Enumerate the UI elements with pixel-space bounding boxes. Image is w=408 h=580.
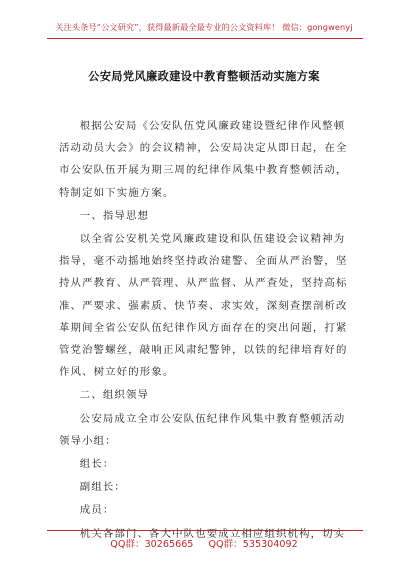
deputy-leader-line: 副组长：	[79, 481, 126, 494]
members-line: 成员：	[79, 504, 115, 517]
guiding-ideology-paragraph: 以全省公安机关党风廉政建设和队伍建设会议精神为指导，毫不动摇地始终坚持政治建警、全面从严治警，坚持从严教育、从严管理、从严监督、从严查处，坚持高标准、严要求、强素质、快节奏、求实效，深刻查摆剖析改革期间全省公安队伍纪律作风方面存在的突出问题，打紧管党治警螺丝，敲响正风肃纪警钟，以铁的纪律培育好的作风、树立好的形象。	[59, 233, 348, 379]
footer-divider	[47, 530, 363, 531]
footer	[0, 536, 408, 550]
intro-paragraph: 根据公安局《公安队伍党风廉政建设暨纪律作风整顿活动动员大会》的会议精神，公安局决定从即日起，在全市公安队伍开展为期三周的纪律作风集中教育整顿活动，特制定如下实施方案。	[59, 120, 348, 199]
section-heading-organization: 二、组织领导	[79, 389, 150, 402]
document-body	[59, 115, 351, 545]
leader-line: 组长：	[79, 458, 115, 471]
organization-paragraph: 公安局成立全市公安队伍纪律作风集中教育整顿活动领导小组：	[59, 412, 346, 447]
document-title: 公安局党风廉政建设中教育整顿活动实施方案	[88, 69, 320, 83]
header-divider	[47, 38, 363, 39]
qq-group-2: QQ群：535304092	[208, 539, 298, 550]
qq-group-1: QQ群：30265665	[110, 539, 194, 550]
section-heading-guiding-ideology: 一、指导思想	[79, 209, 150, 222]
header-banner: 关注头条号“公文研究”，获得最新最全最专业的公文资料库！ 微信：gongwenyj	[55, 22, 353, 32]
departments-paragraph: 机关各部门、各大中队也要成立相应组织机构，切实	[79, 527, 346, 540]
